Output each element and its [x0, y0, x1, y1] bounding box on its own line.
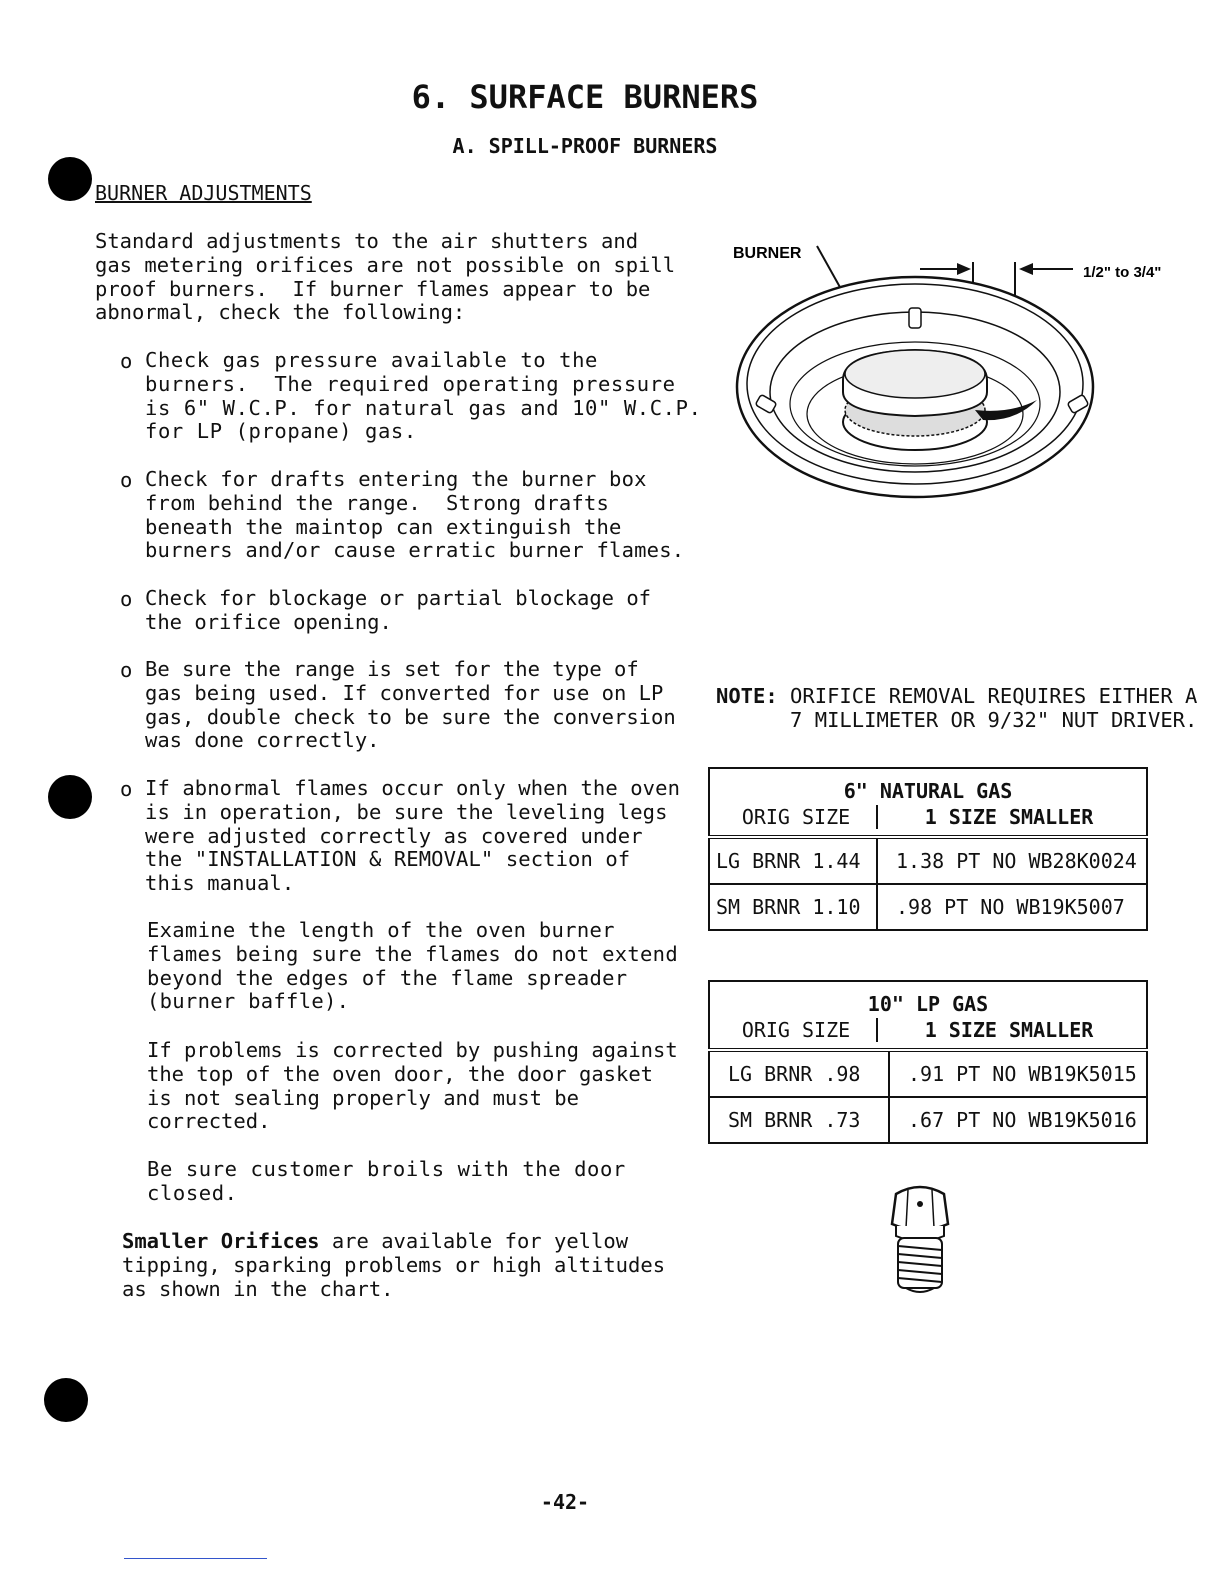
table-row: [709, 884, 1147, 930]
binder-hole-bottom: [44, 1378, 88, 1422]
column-header-orig: ORIG SIZE: [716, 1018, 878, 1042]
table-row: [709, 1050, 1147, 1097]
column-header-smaller: 1 SIZE SMALLER: [924, 1018, 1094, 1042]
smaller-size-cell: 1.38 PT NO WB28K0024: [877, 837, 1147, 884]
broil-paragraph: Be sure customer broils with the door closed.: [147, 1157, 626, 1205]
bullet-mark: o: [120, 777, 133, 801]
bullet-mark: o: [120, 587, 133, 611]
page-title: 6. SURFACE BURNERS: [411, 78, 759, 116]
bullet-mark: o: [120, 349, 133, 373]
table-row: [709, 837, 1147, 884]
table-header-row: [709, 981, 1147, 1050]
gap-label: 1/2" to 3/4": [1083, 264, 1162, 281]
orig-size-cell: SM BRNR .73: [709, 1097, 889, 1143]
page-number: -42-: [540, 1490, 590, 1514]
smaller-orifices-text: are available for yellow tipping, sparking problems or high altitudes as shown in the chart.: [122, 1229, 666, 1301]
burner-label: BURNER: [733, 245, 802, 262]
intro-paragraph: Standard adjustments to the air shutters and gas metering orifices are not possible on spill proof burners. If burner flames appear to be abnormal, check the following:: [95, 229, 676, 325]
burner-illustration: [725, 232, 1195, 507]
page-subtitle: A. SPILL-PROOF BURNERS: [452, 134, 718, 158]
section-heading: BURNER ADJUSTMENTS: [95, 181, 312, 205]
binder-hole-top: [48, 157, 92, 201]
oven-flame-paragraph: Examine the length of the oven burner flames being sure the flames do not extend beyond the edges of the flame spreader (burner baffle).: [147, 918, 678, 1014]
table-header-row: [709, 768, 1147, 837]
smaller-orifices-paragraph: [122, 1230, 665, 1301]
note-text: ORIFICE REMOVAL REQUIRES EITHER A 7 MILLIMETER OR 9/32" NUT DRIVER.: [790, 684, 1198, 732]
orig-size-cell: LG BRNR 1.44: [709, 837, 877, 884]
bullet-text-gas-type: Be sure the range is set for the type of gas being used. If converted for use on LP gas, double check to be sure the conversion was done correctly.: [145, 657, 676, 753]
bullet-text-pressure: Check gas pressure available to the burners. The required operating pressure is 6" W.C.P. for natural gas and 10" W.C.P. for LP (propane) gas.: [145, 348, 702, 444]
footer-rule: [124, 1558, 267, 1559]
bullet-text-blockage: Check for blockage or partial blockage of the orifice opening.: [145, 586, 652, 634]
column-header-smaller: 1 SIZE SMALLER: [924, 805, 1094, 829]
table-row: [709, 1097, 1147, 1143]
lp-gas-orifice-table: [708, 980, 1148, 1144]
orifice-removal-note: [716, 684, 1197, 732]
column-header-orig: ORIG SIZE: [716, 805, 878, 829]
orig-size-cell: SM BRNR 1.10: [709, 884, 877, 930]
natural-gas-orifice-table: [708, 767, 1148, 931]
smaller-size-cell: .67 PT NO WB19K5016: [889, 1097, 1147, 1143]
orifice-fitting-illustration: [880, 1180, 960, 1300]
binder-hole-middle: [48, 775, 92, 819]
smaller-size-cell: .91 PT NO WB19K5015: [889, 1050, 1147, 1097]
smaller-orifices-emphasis: Smaller Orifices: [122, 1229, 320, 1253]
bullet-mark: o: [120, 468, 133, 492]
table-header: [709, 768, 1147, 837]
bullet-mark: o: [120, 658, 133, 682]
table-header: [709, 981, 1147, 1050]
door-gasket-paragraph: If problems is corrected by pushing against the top of the oven door, the door gasket is not sealing properly and must be corrected.: [147, 1038, 678, 1134]
bullet-text-drafts: Check for drafts entering the burner box from behind the range. Strong drafts beneath the maintop can extinguish the burners and/or cause erratic burner flames.: [145, 467, 685, 563]
smaller-size-cell: .98 PT NO WB19K5007: [877, 884, 1147, 930]
bullet-text-oven: If abnormal flames occur only when the oven is in operation, be sure the leveling legs were adjusted correctly as covered under the "INSTALLATION & REMOVAL" section of this manual.: [145, 776, 681, 896]
orig-size-cell: LG BRNR .98: [709, 1050, 889, 1097]
table-title: 10" LP GAS: [867, 992, 989, 1016]
table-title: 6" NATURAL GAS: [843, 779, 1013, 803]
note-label: NOTE:: [716, 684, 778, 708]
